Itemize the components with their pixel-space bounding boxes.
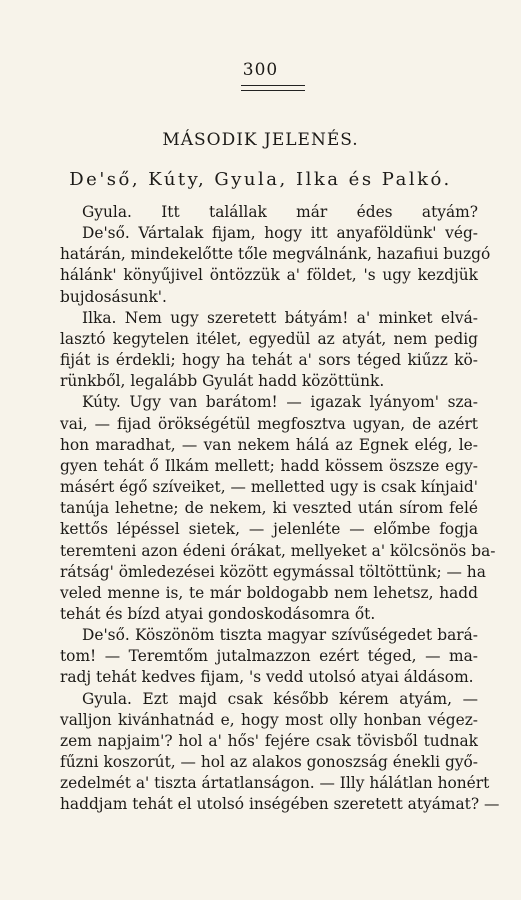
text-line: tom! — Teremtőm jutalmazzon ezért téged, — ma- <box>60 647 478 666</box>
text-line: Gyula. Itt talállak már édes atyám? <box>82 203 478 221</box>
text-line: gyen tehát ő Ilkám mellett; hadd kössem öszsze egy- <box>60 456 478 475</box>
text-line: radj tehát kedves fijam, 's vedd utolsó atyai áldásom. <box>60 668 474 687</box>
text-line: lasztó kegytelen itélet, egyedül az atyát, nem pedig <box>60 329 478 348</box>
header-rule-thin <box>241 90 305 91</box>
dialogue-text <box>60 202 500 816</box>
text-line: Kúty. Ugy van barátom! — igazak lyányom' sza- <box>82 393 478 412</box>
text-line: rünkből, legalább Gyulát hadd közöttünk. <box>60 372 385 391</box>
text-line: vai, — fijad örökségétül megfosztva ugyan, de azért <box>60 414 478 433</box>
text-line: Gyula. Ezt majd csak később kérem atyám, — <box>82 689 478 708</box>
text-line: tehát és bízd atyai gondoskodásomra őt. <box>60 604 376 623</box>
text-line: De'ső. Köszönöm tiszta magyar szívűségedet bará- <box>82 626 478 645</box>
text-line: fiját is érdekli; hogy ha tehát a' sors téged kiűzz kö- <box>60 351 478 370</box>
text-line: veled menne is, te már boldogabb nem lehetsz, hadd <box>60 583 478 602</box>
text-line: tanúja lehetne; de nekem, ki veszted után sírom felé <box>60 499 478 518</box>
text-line: másért égő szíveiket, — melletted ugy is csak kínjaid' <box>60 478 478 497</box>
text-line: kettős lépéssel sietek, — jelenléte — előmbe fogja <box>60 520 478 539</box>
header-rule-thick <box>241 85 305 86</box>
text-line: rátság' ömledezései között egymással töltöttünk; — ha <box>60 562 486 581</box>
text-line: zem napjaim'? hol a' hős' fejére csak tövisből tudnak <box>60 731 478 750</box>
scene-title: MÁSODIK JELENÉS. <box>162 130 359 150</box>
text-line: zedelmét a' tiszta ártatlanságon. — Illy hálátlan honért <box>60 774 490 793</box>
text-line: haddjam tehát el utolsó inségében szeretett atyámat? — <box>60 795 500 814</box>
text-line: fűzni koszorút, — hol az alakos gonoszság énekli győ- <box>60 753 478 772</box>
page-number: 300 <box>242 60 279 80</box>
text-line: De'ső. Vártalak fijam, hogy itt anyaföldünk' vég- <box>82 224 478 243</box>
text-line: Ilka. Nem ugy szeretett bátyám! a' minket elvá- <box>82 308 478 327</box>
text-line: határán, mindekelőtte tőle megválnánk, hazafiui buzgó <box>60 245 491 264</box>
text-line: hálánk' könyűjivel öntözzük a' földet, 's ugy kezdjük <box>60 266 478 285</box>
text-line: valljon kivánhatnád e, hogy most olly honban végez- <box>60 710 478 729</box>
cast-list: De'ső, Kúty, Gyula, Ilka és Palkó. <box>69 169 452 190</box>
text-line: bujdosásunk'. <box>60 287 167 306</box>
text-line: teremteni azon édeni órákat, mellyeket a' kölcsönös ba- <box>60 541 496 560</box>
text-line: hon maradhat, — van nekem hálá az Egnek elég, le- <box>60 435 478 454</box>
